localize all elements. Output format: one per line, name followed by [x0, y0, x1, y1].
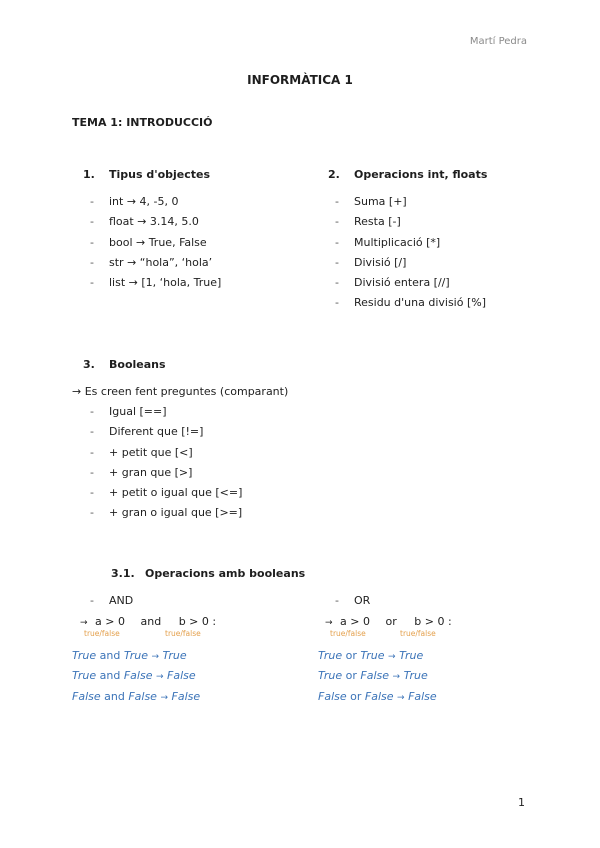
page-number: 1: [518, 796, 525, 809]
list-item: - Diferent que [!=]: [83, 422, 242, 442]
author-name: Martí Pedra: [469, 36, 527, 47]
list-item: - + petit o igual que [<=]: [83, 483, 242, 503]
topic-heading: TEMA 1: INTRODUCCIÓ: [72, 116, 213, 129]
list-item: - + gran que [>]: [83, 463, 242, 483]
operator: and: [104, 689, 125, 703]
list-item: - str → “hola”, ‘hola’: [83, 253, 221, 273]
list-item: - list → [1, ‘hola, True]: [83, 273, 221, 293]
result: True: [162, 649, 187, 662]
or-note-left: true/false: [330, 629, 366, 638]
and-right-operand: b > 0 :: [178, 615, 217, 628]
operator: or: [350, 689, 362, 703]
section-3-title: Booleans: [109, 358, 166, 371]
arrow-icon: →: [151, 652, 160, 662]
result: True: [403, 669, 428, 683]
or-label: - OR: [328, 591, 370, 611]
arrow-icon: →: [388, 652, 396, 662]
operator: or: [345, 669, 357, 683]
list-item: - + petit que [<]: [83, 443, 242, 463]
list-item: - Suma [+]: [328, 192, 486, 212]
document-title: INFORMÀTICA 1: [247, 73, 353, 87]
operand-a: False: [72, 689, 101, 703]
list-item: - Multiplicació [*]: [328, 233, 486, 253]
list-item: - Resta [-]: [328, 212, 486, 232]
or-result-line: [318, 646, 437, 666]
operand-b: False: [364, 689, 394, 703]
operand-b: True: [360, 649, 385, 662]
section-2-list: [328, 192, 486, 314]
or-right-operand: b > 0 :: [414, 615, 452, 628]
section-1-number: 1.: [83, 168, 95, 181]
section-3-1-title: Operacions amb booleans: [145, 567, 306, 580]
list-item: - Igual [==]: [83, 402, 242, 422]
or-results: [318, 646, 437, 707]
section-1-list: [83, 192, 221, 293]
operand-a: True: [72, 669, 97, 683]
operand-b: False: [123, 669, 153, 683]
section-2-number: 2.: [328, 168, 340, 181]
and-note-right: true/false: [165, 629, 201, 638]
or-expression: [325, 615, 452, 628]
arrow-icon: →: [325, 618, 333, 628]
operand-a: True: [72, 649, 97, 662]
list-item: - bool → True, False: [83, 233, 221, 253]
list-item: - int → 4, -5, 0: [83, 192, 221, 212]
operand-a: True: [318, 669, 343, 683]
arrow-icon: →: [397, 692, 405, 703]
and-expression: [80, 615, 216, 628]
or-note-right: true/false: [400, 629, 436, 638]
operand-b: True: [123, 649, 148, 662]
section-1-title: Tipus d'objectes: [109, 168, 211, 181]
and-result-line: [72, 666, 200, 686]
arrow-icon: →: [392, 672, 401, 683]
list-item: - float → 3.14, 5.0: [83, 212, 221, 232]
and-note-left: true/false: [84, 629, 120, 638]
arrow-icon: →: [155, 672, 164, 683]
or-operator: or: [385, 615, 397, 628]
and-label: - AND: [83, 591, 133, 611]
section-2-heading: [328, 168, 487, 181]
or-result-line: [318, 687, 437, 707]
arrow-icon: →: [160, 692, 168, 703]
operator: and: [99, 649, 121, 662]
operand-b: False: [128, 689, 157, 703]
section-3-1-number: 3.1.: [111, 567, 135, 580]
operator: and: [99, 669, 121, 683]
operator: or: [345, 649, 357, 662]
section-3-1-heading: [111, 567, 305, 580]
section-3-list: [83, 402, 242, 524]
section-3-intro: → Es creen fent preguntes (comparant): [72, 385, 289, 398]
and-result-line: [72, 687, 200, 707]
and-result-line: [72, 646, 200, 666]
or-result-line: [318, 666, 437, 686]
list-item: - Divisió entera [//]: [328, 273, 486, 293]
result: False: [171, 689, 201, 703]
and-results: [72, 646, 200, 707]
section-3-number: 3.: [83, 358, 95, 371]
list-item: - + gran o igual que [>=]: [83, 503, 242, 523]
section-3-heading: [83, 358, 166, 371]
section-2-title: Operacions int, floats: [354, 168, 488, 181]
operand-a: True: [318, 649, 343, 662]
section-1-heading: [83, 168, 210, 181]
arrow-icon: →: [80, 618, 88, 628]
list-item: - Divisió [/]: [328, 253, 486, 273]
or-label-list: [328, 591, 370, 611]
and-left-operand: a > 0: [95, 615, 125, 628]
result: True: [399, 649, 424, 662]
result: False: [167, 669, 196, 683]
and-operator: and: [140, 615, 162, 628]
operand-a: False: [318, 689, 347, 703]
or-left-operand: a > 0: [340, 615, 370, 628]
operand-b: False: [360, 669, 390, 683]
list-item: - Residu d'una divisió [%]: [328, 293, 486, 313]
and-label-list: [83, 591, 133, 611]
result: False: [408, 689, 437, 703]
